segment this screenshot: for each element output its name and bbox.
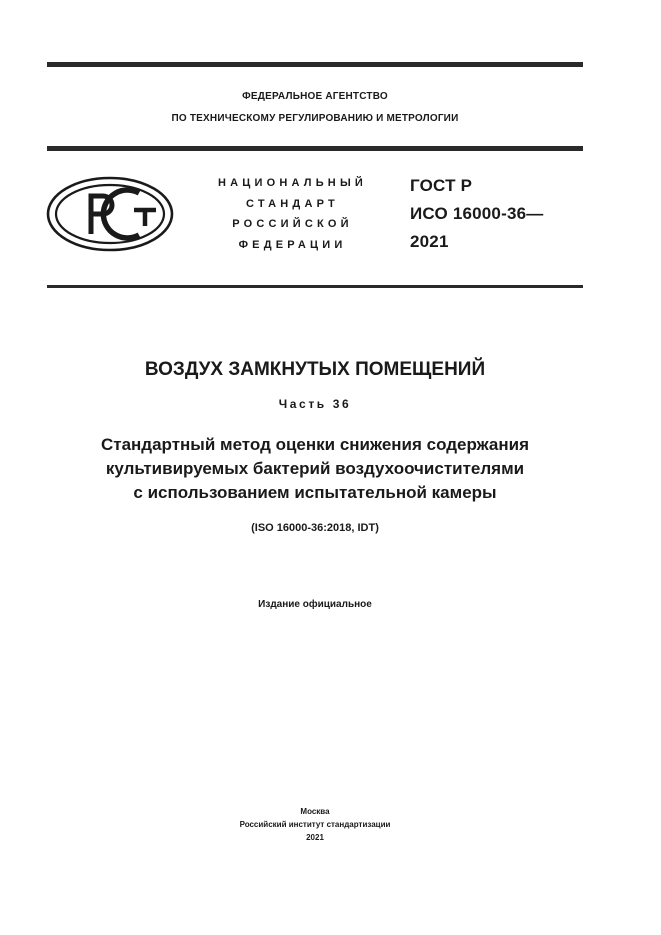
edition-note: Издание официальное [258,599,372,610]
document-part: Часть 36 [278,397,352,411]
rst-emblem-icon [46,176,174,252]
imprint-publisher: Российский институт стандартизации [239,820,391,829]
header-rule [47,146,583,151]
imprint [47,805,583,844]
designation-line-1: ГОСТ Р [410,176,473,195]
standard-type-line-1: НАЦИОНАЛЬНЫЙ [217,177,368,189]
standard-type-line-2: СТАНДАРТ [246,197,339,210]
standard-designation [410,172,543,256]
subtitle-line-3: с использованием испытательной камеры [133,483,497,502]
designation-line-2: ИСО 16000-36— [410,204,544,223]
subtitle-line-2: культивируемых бактерий воздухоочистителями [105,459,525,478]
agency-line-1: ФЕДЕРАЛЬНОЕ АГЕНТСТВО [242,91,388,102]
subtitle-line-1: Стандартный метод оценки снижения содержания [100,435,530,454]
standard-type-line-4: ФЕДЕРАЦИИ [238,238,347,251]
document-subtitle [47,433,583,505]
document-title: ВОЗДУХ ЗАМКНУТЫХ ПОМЕЩЕНИЙ [144,359,486,380]
standard-type [205,173,380,255]
imprint-year: 2021 [306,833,324,842]
top-rule [47,62,583,67]
designation-line-3: 2021 [410,232,449,251]
agency-line-2: ПО ТЕХНИЧЕСКОМУ РЕГУЛИРОВАНИЮ И МЕТРОЛОГИИ [171,113,459,124]
iso-reference: (ISO 16000-36:2018, IDT) [251,522,379,534]
designation-rule [47,285,583,288]
imprint-city: Москва [300,807,330,816]
standard-type-line-3: РОССИЙСКОЙ [232,218,353,230]
